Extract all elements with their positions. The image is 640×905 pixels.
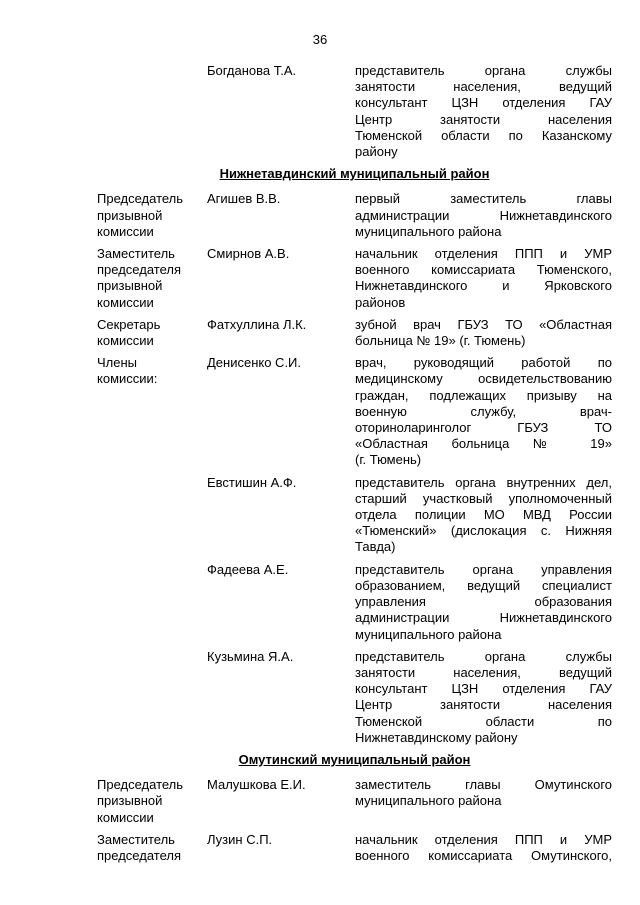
member-position-line: Тюменской области по [355,713,612,729]
member-row [97,191,612,240]
member-name: Денисенко С.И. [207,355,302,371]
member-position-line: управления образования [355,594,612,610]
member-position [355,246,612,311]
member-position-line: занятости населения, ведущий [355,79,612,95]
member-role [97,475,207,556]
member-role [97,355,207,468]
member-position [355,832,612,864]
member-role-line: председателя [97,847,182,863]
member-role [97,246,207,311]
member-position-line: занятости населения, ведущий [355,664,612,680]
member-role-line: Заместитель [97,831,175,847]
member-position-line: зубной врач ГБУЗ ТО «Областная [355,316,612,332]
member-role-line: Председатель [97,191,184,207]
member-name: Евстишин А.Ф. [207,474,297,490]
member-position-line: медицинскому освидетельствованию [355,371,612,387]
member-position-line: муниципального района [355,626,502,642]
member-row [97,63,612,160]
member-position-line: Нижнетавдинскому району [355,729,518,745]
member-row [97,475,612,556]
member-name: Фатхуллина Л.К. [207,316,307,332]
member-row [97,777,612,826]
commission-list [97,63,612,870]
member-role-line: комиссии [97,333,154,349]
member-role [97,317,207,349]
member-position-line: Тюменской области по Казанскому [355,127,612,143]
district-heading [97,166,612,182]
member-position-line: граждан, подлежащих призыву на [355,387,612,403]
member-position [355,355,612,468]
member-row [97,562,612,643]
member-role-line: председателя [97,262,182,278]
member-position [355,317,612,349]
member-role-line: комиссии: [97,371,158,387]
member-role-line: комиссии [97,294,154,310]
member-role-line: призывной [97,278,163,294]
member-row [97,317,612,349]
member-name: Малушкова Е.И. [207,777,306,793]
member-role [97,649,207,746]
member-position-line: военного комиссариата Омутинского, [355,847,612,863]
member-position-line: военную службу, врач- [355,403,612,419]
member-position-line: начальник отделения ППП и УМР [355,246,612,262]
member-position-line: Тавда) [355,539,396,555]
member-position [355,191,612,240]
district-heading-text: Омутинский муниципальный район [238,751,471,767]
member-position-line: Центр занятости населения [355,111,612,127]
member-position-line: первый заместитель главы [355,191,612,207]
member-role-line: Секретарь [97,316,161,332]
district-heading-text: Нижнетавдинский муниципальный район [219,166,490,182]
member-name: Агишев В.В. [207,191,281,207]
member-position-line: администрации Нижнетавдинского [355,610,612,626]
member-position-line: военного комиссариата Тюменского, [355,262,612,278]
member-position [355,649,612,746]
member-position [355,63,612,160]
member-role-line: призывной [97,207,163,223]
district-heading [97,752,612,768]
member-role-line: комиссии [97,223,154,239]
member-role [97,191,207,240]
member-role [97,777,207,826]
member-position-line: администрации Нижнетавдинского [355,207,612,223]
member-position-line: муниципального района [355,223,502,239]
member-position-line: заместитель главы Омутинского [355,777,612,793]
member-name: Смирнов А.В. [207,246,290,262]
member-position-line: представитель органа управления [355,561,612,577]
member-position-line: «Тюменский» (дислокация с. Нижняя [355,523,612,539]
member-position-line: начальник отделения ППП и УМР [355,831,612,847]
member-position-line: образованием, ведущий специалист [355,577,612,593]
member-position-line: району [355,144,398,160]
member-role-line: призывной [97,793,163,809]
member-row [97,649,612,746]
member-position [355,475,612,556]
member-position-line: «Областная больница № 19» [355,436,612,452]
member-position-line: консультант ЦЗН отделения ГАУ [355,681,612,697]
member-role-line: комиссии [97,809,154,825]
page-number: 36 [312,32,328,47]
member-position-line: врач, руководящий работой по [355,355,612,371]
member-position-line: представитель органа службы [355,63,612,78]
member-name: Богданова Т.А. [207,63,297,78]
member-position-line: консультант ЦЗН отделения ГАУ [355,95,612,111]
member-position [355,562,612,643]
member-position-line: отдела полиции МО МВД России [355,507,612,523]
member-role [97,562,207,643]
member-name: Фадеева А.Е. [207,561,289,577]
member-role-line: Заместитель [97,246,175,262]
member-position-line: (г. Тюмень) [355,452,422,468]
member-role-line: Члены [97,355,138,371]
member-position-line: старший участковый уполномоченный [355,490,612,506]
member-position-line: Нижнетавдинского и Ярковского [355,278,612,294]
member-position [355,777,612,826]
member-role [97,63,207,160]
member-position-line: районов [355,294,406,310]
member-role [97,832,207,864]
member-name: Кузьмина Я.А. [207,648,294,664]
member-row [97,246,612,311]
member-position-line: представитель органа внутренних дел, [355,474,612,490]
member-position-line: представитель органа службы [355,648,612,664]
member-position-line: муниципального района [355,793,502,809]
member-row [97,832,612,864]
member-position-line: больница № 19» (г. Тюмень) [355,333,526,349]
member-position-line: оториноларинголог ГБУЗ ТО [355,420,612,436]
member-name: Лузин С.П. [207,831,273,847]
member-row [97,355,612,468]
member-position-line: Центр занятости населения [355,697,612,713]
member-role-line: Председатель [97,777,184,793]
